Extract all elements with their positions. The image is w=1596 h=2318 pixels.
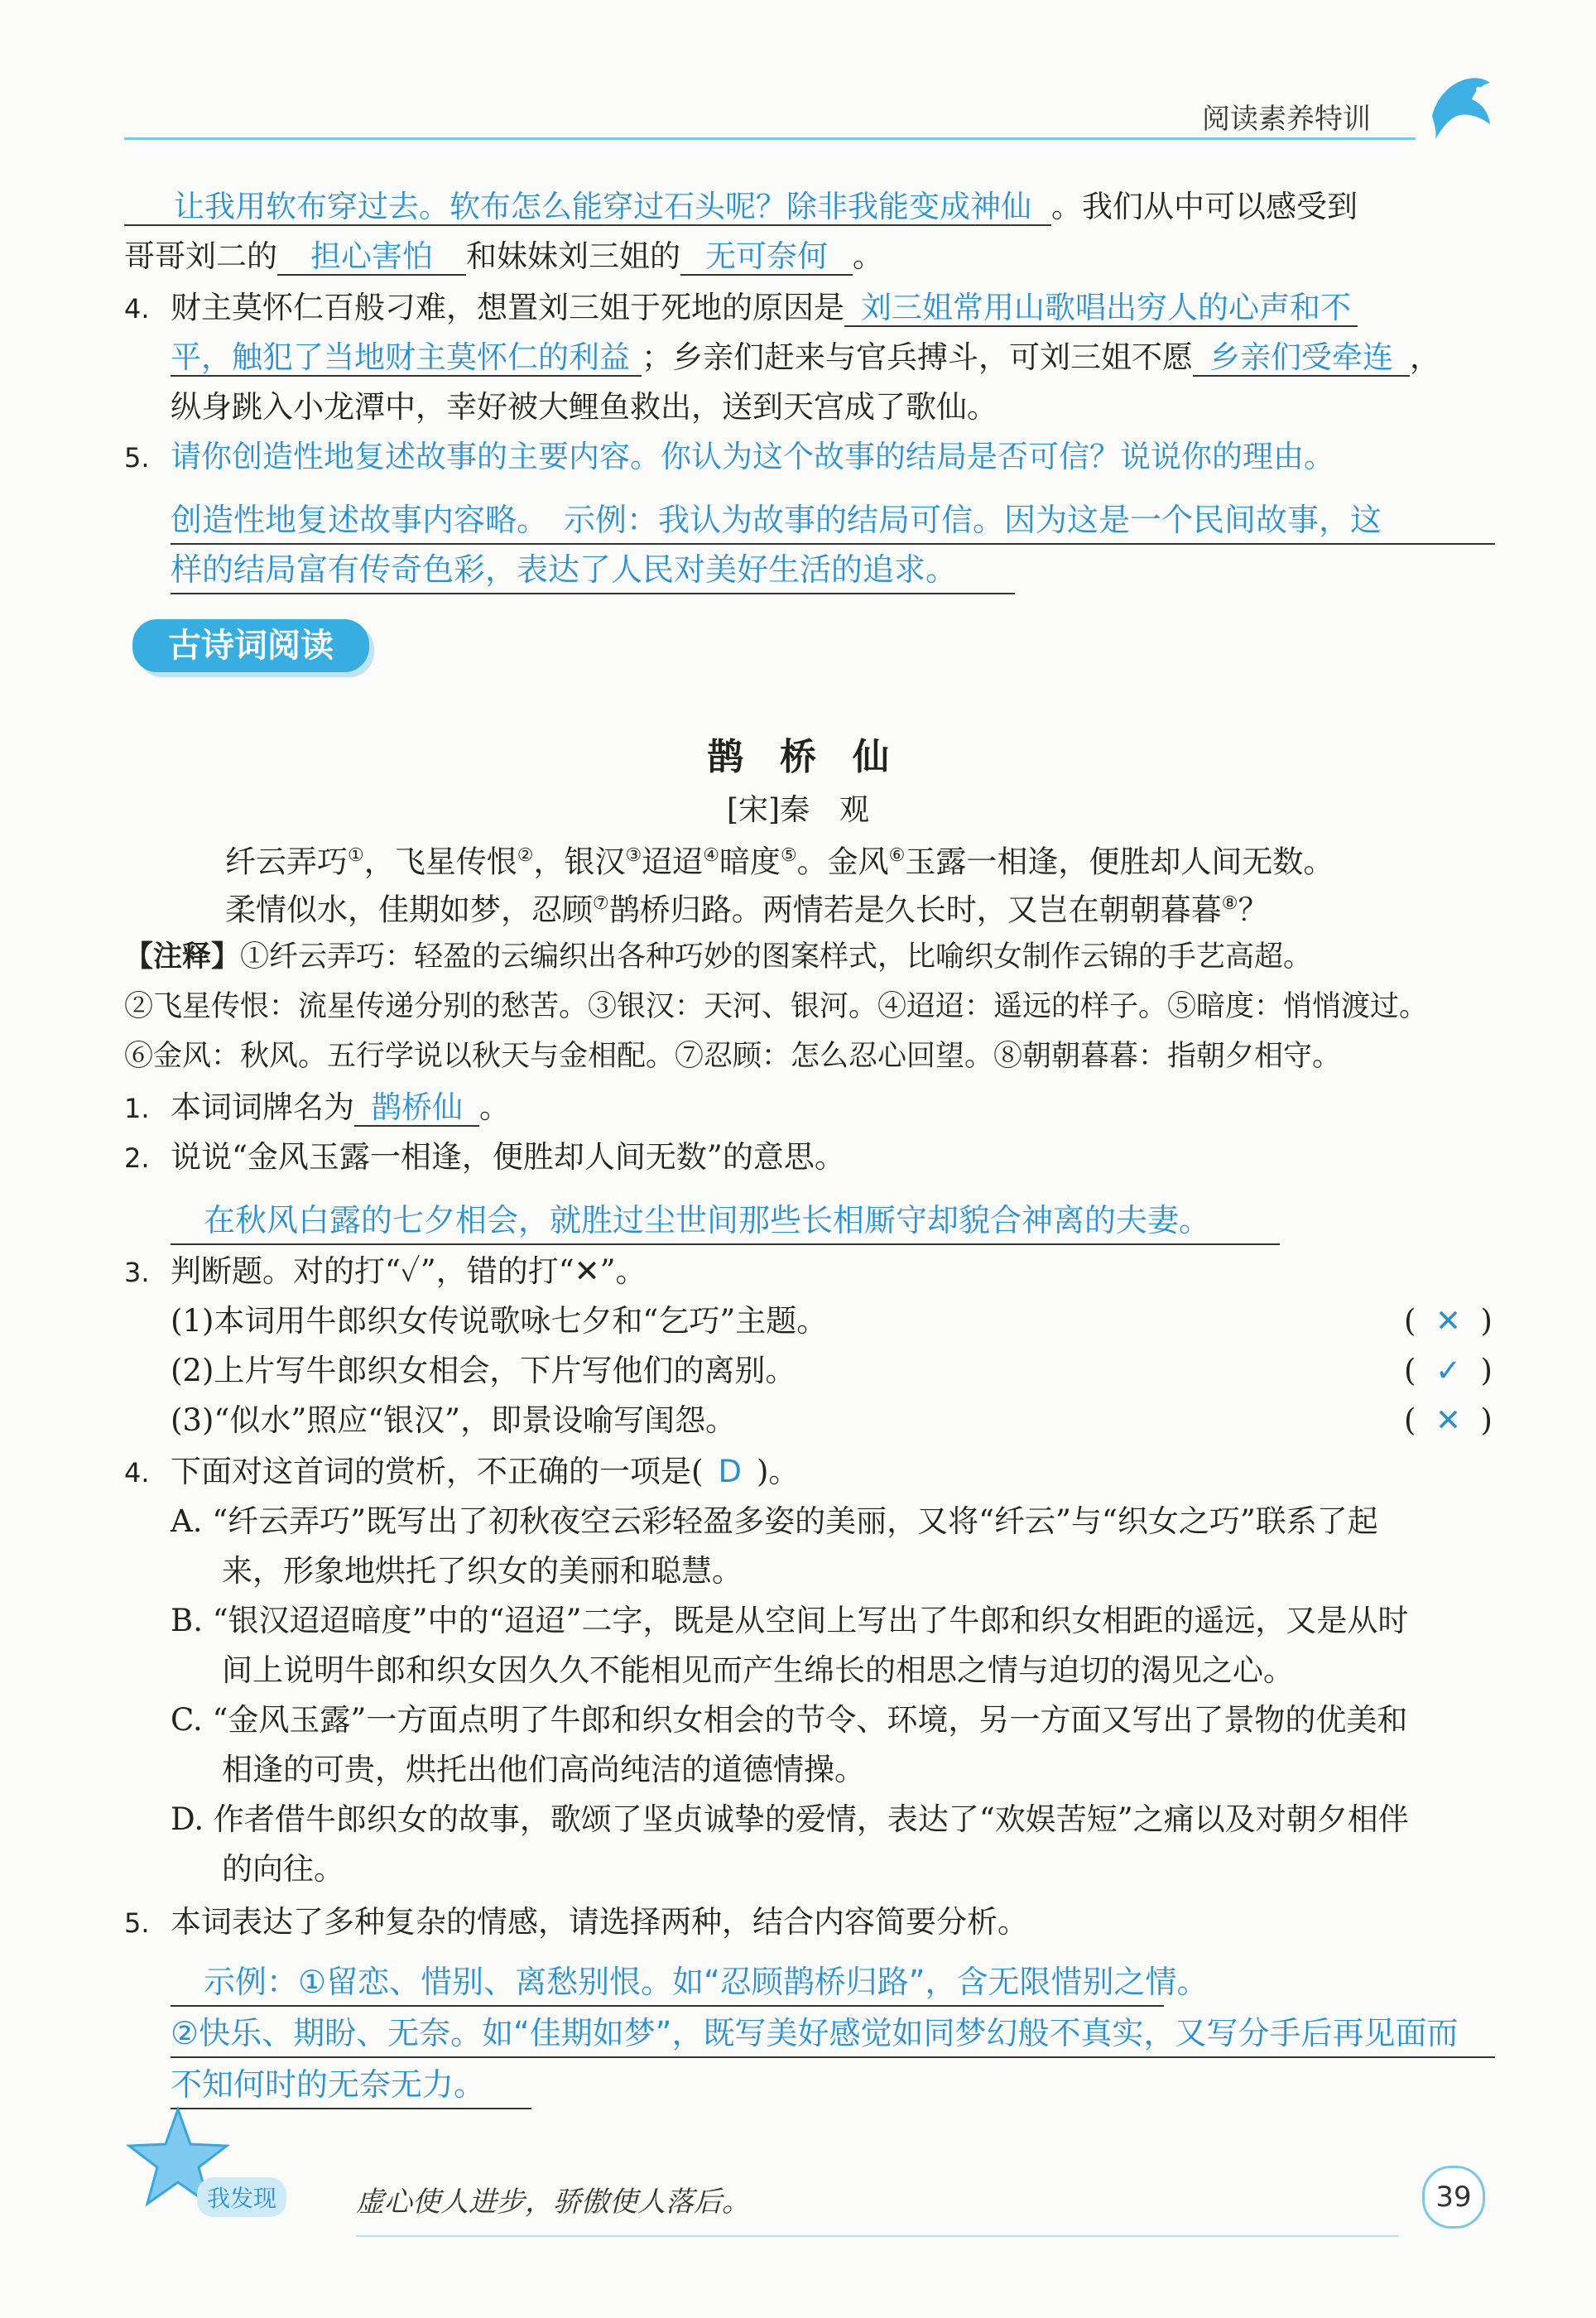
note-text: ①纤云弄巧：轻盈的云编织出各种巧妙的图案样式，比喻织女制作云锦的手艺高超。 <box>240 940 1313 974</box>
section-title: 古诗词阅读 <box>168 627 334 665</box>
question-2 <box>124 1134 1498 1181</box>
check-mark-icon: ✓ <box>1435 1353 1462 1388</box>
option-b-line-1: B. “银汉迢迢暗度”中的“迢迢”二字，既是从空间上写出了牛郎和织女相距的遥远，又是从时 <box>171 1603 1409 1638</box>
q5-answer-line-2: ②快乐、期盼、无奈。如“佳期如梦”，既写美好感觉如同梦幻般不真实，又写分手后再见面而 <box>171 2010 1495 2058</box>
question-4 <box>124 1449 1498 1496</box>
question-text: 本词词牌名为 <box>171 1089 354 1125</box>
q5-answer-line-1: 示例：①留恋、惜别、离愁别恨。如“忍顾鹊桥归路”，含无限惜别之情。 <box>171 1959 1164 2007</box>
note-ref: ⑧ <box>1221 893 1238 914</box>
note-ref: ⑤ <box>780 845 797 866</box>
option-d-line-2: 的向往。 <box>222 1851 344 1887</box>
story-q5 <box>124 434 1498 481</box>
notes-line-1 <box>124 934 1498 980</box>
option-d-line-1: D. 作者借牛郎织女的故事，歌颂了坚贞诚挚的爱情，表达了“欢娱苦短”之痛以及对朝夕相伴 <box>171 1801 1409 1837</box>
answer-blank: 刘三姐常用山歌唱出穷人的心声和不 <box>844 290 1358 327</box>
q5-answer-line-2: 样的结局富有传奇色彩，表达了人民对美好生活的追求。 <box>171 546 1015 594</box>
note-ref: ④ <box>703 845 719 866</box>
question-text: 财主莫怀仁百般刁难，想置刘三姐于死地的原因是 <box>171 290 844 325</box>
poem-text: 柔情似水，佳期如梦，忍顾 <box>225 892 593 928</box>
poem-text: 鹊桥归路。两情若是久长时，又岂在朝朝暮暮 <box>608 892 1222 928</box>
section-badge <box>132 619 369 672</box>
judge-answer-3: ( ✕ ) <box>1404 1402 1493 1438</box>
question-number: 2. <box>124 1142 150 1174</box>
header-title: 阅读素养特训 <box>1202 103 1371 136</box>
notes-line-2: ②飞星传恨：流星传递分别的愁苦。③银汉：天河、银河。④迢迢：遥远的样子。⑤暗度：悄悄渡过。 <box>124 990 1429 1023</box>
option-c-line-1: C. “金风玉露”一方面点明了牛郎和织女相会的节令、环境，另一方面又写出了景物的优美和 <box>171 1702 1408 1738</box>
footer-rule <box>356 2235 1399 2237</box>
question-3 <box>124 1248 1498 1296</box>
poem-line-2 <box>225 881 1268 933</box>
story-line-1 <box>124 184 1498 230</box>
story-text: 。我们从中可以感受到 <box>1051 189 1358 224</box>
q5-answer-line-3: 不知何时的无奈无力。 <box>171 2061 531 2109</box>
story-q4-line-3: 纵身跳入小龙潭中，幸好被大鲤鱼救出，送到天宫成了歌仙。 <box>171 389 997 425</box>
story-line-2 <box>124 233 1498 280</box>
poem-text: 迢迢 <box>642 844 704 880</box>
story-text: 哥哥刘二的 <box>124 238 277 274</box>
q2-answer: 在秋风白露的七夕相会，就胜过尘世间那些长相厮守却貌合神离的夫妻。 <box>171 1197 1280 1245</box>
option-b-line-2: 间上说明牛郎和织女因久久不能相见而产生绵长的相思之情与迫切的渴见之心。 <box>222 1652 1294 1688</box>
answer-blank: 担心害怕 <box>277 238 466 276</box>
story-q4-line-1 <box>124 285 1498 332</box>
footer-motto: 虚心使人进步，骄傲使人落后。 <box>356 2186 750 2219</box>
question-text: 说说“金风玉露一相逢，便胜却人间无数”的意思。 <box>171 1139 845 1175</box>
cross-mark-icon: ✕ <box>1435 1402 1462 1438</box>
question-1 <box>124 1084 1498 1132</box>
question-text: ， <box>1410 339 1440 375</box>
poem-text: ？ <box>1238 892 1269 928</box>
poem-text: ，飞星传恨 <box>363 844 517 880</box>
question-text: 。 <box>479 1089 510 1125</box>
cross-mark-icon: ✕ <box>1435 1303 1462 1339</box>
question-number: 5. <box>124 442 150 474</box>
question-text: 下面对这首词的赏析，不正确的一项是( <box>171 1454 704 1489</box>
answer-blank: 无可奈何 <box>680 238 853 276</box>
question-text: )。 <box>756 1454 800 1489</box>
header-rule <box>124 137 1416 140</box>
page-number-badge <box>1422 2166 1485 2229</box>
answer-speech: 让我用软布穿过去。软布怎么能穿过石头呢？除非我能变成神仙 <box>124 189 1051 226</box>
poem-text: 。金风 <box>796 844 889 880</box>
answer-blank: 鹊桥仙 <box>354 1089 479 1127</box>
poem-author: [宋]秦 观 <box>726 793 870 827</box>
judge-item-2: (2)上片写牛郎织女相会，下片写他们的离别。 <box>171 1353 796 1388</box>
answer-blank: 乡亲们受牵连 <box>1193 339 1410 377</box>
judge-item-1: (1)本词用牛郎织女传说歌咏七夕和“乞巧”主题。 <box>171 1303 828 1339</box>
choice-answer: D <box>718 1454 742 1489</box>
question-5 <box>124 1899 1498 1946</box>
question-number: 3. <box>124 1257 150 1288</box>
option-c-line-2: 相逢的可贵，烘托出他们高尚纯洁的道德情操。 <box>222 1752 865 1787</box>
poem-text: 纤云弄巧 <box>225 844 348 880</box>
question-text: 请你创造性地复述故事的主要内容。你认为这个故事的结局是否可信？说说你的理由。 <box>171 439 1334 474</box>
question-text: 本词表达了多种复杂的情感，请选择两种，结合内容简要分析。 <box>171 1904 1028 1940</box>
question-text: 判断题。对的打“✓”，错的打“✕”。 <box>171 1253 647 1289</box>
judge-item-3: (3)“似水”照应“银汉”，即景设喻写闺怨。 <box>171 1402 737 1438</box>
judge-answer-2: ( ✓ ) <box>1404 1353 1493 1388</box>
answer-blank: 平，触犯了当地财主莫怀仁的利益 <box>171 339 642 377</box>
option-a-line-1: A. “纤云弄巧”既写出了初秋夜空云彩轻盈多姿的美丽，又将“纤云”与“织女之巧”联系了起 <box>171 1503 1378 1539</box>
page-number: 39 <box>1435 2181 1472 2214</box>
poem-line-1 <box>225 833 1334 885</box>
note-ref: ③ <box>625 845 642 866</box>
note-ref: ② <box>517 845 534 866</box>
judge-answer-1: ( ✕ ) <box>1404 1303 1493 1339</box>
notes-line-3: ⑥金风：秋风。五行学说以秋天与金相配。⑦忍顾：怎么忍心回望。⑧朝朝暮暮：指朝夕相守。 <box>124 1040 1342 1073</box>
discover-label: 我发现 <box>207 2185 277 2212</box>
dolphin-icon <box>1424 66 1498 145</box>
discover-badge <box>197 2177 286 2217</box>
note-ref: ⑥ <box>888 845 906 866</box>
question-number: 4. <box>124 1457 150 1488</box>
question-number: 4. <box>124 293 150 325</box>
poem-text: 暗度 <box>719 844 781 880</box>
question-text: ；乡亲们赶来与官兵搏斗，可刘三姐不愿 <box>642 339 1193 375</box>
option-a-line-2: 来，形象地烘托了织女的美丽和聪慧。 <box>222 1553 743 1589</box>
q5-answer-line-1: 创造性地复述故事内容略。 示例：我认为故事的结局可信。因为这是一个民间故事，这 <box>171 497 1495 545</box>
poem-text: 玉露一相逢，便胜却人间无数。 <box>905 844 1334 880</box>
poem-title: 鹊 桥 仙 <box>707 736 889 778</box>
poem-text: ，银汉 <box>533 844 626 880</box>
note-ref: ① <box>348 845 364 866</box>
story-q4-line-2 <box>171 334 1545 381</box>
story-text: 和妹妹刘三姐的 <box>466 238 680 274</box>
note-ref: ⑦ <box>593 893 609 914</box>
question-number: 5. <box>124 1907 150 1939</box>
story-text: 。 <box>853 238 883 274</box>
question-number: 1. <box>124 1093 150 1124</box>
notes-label: 【注释】 <box>124 940 241 974</box>
